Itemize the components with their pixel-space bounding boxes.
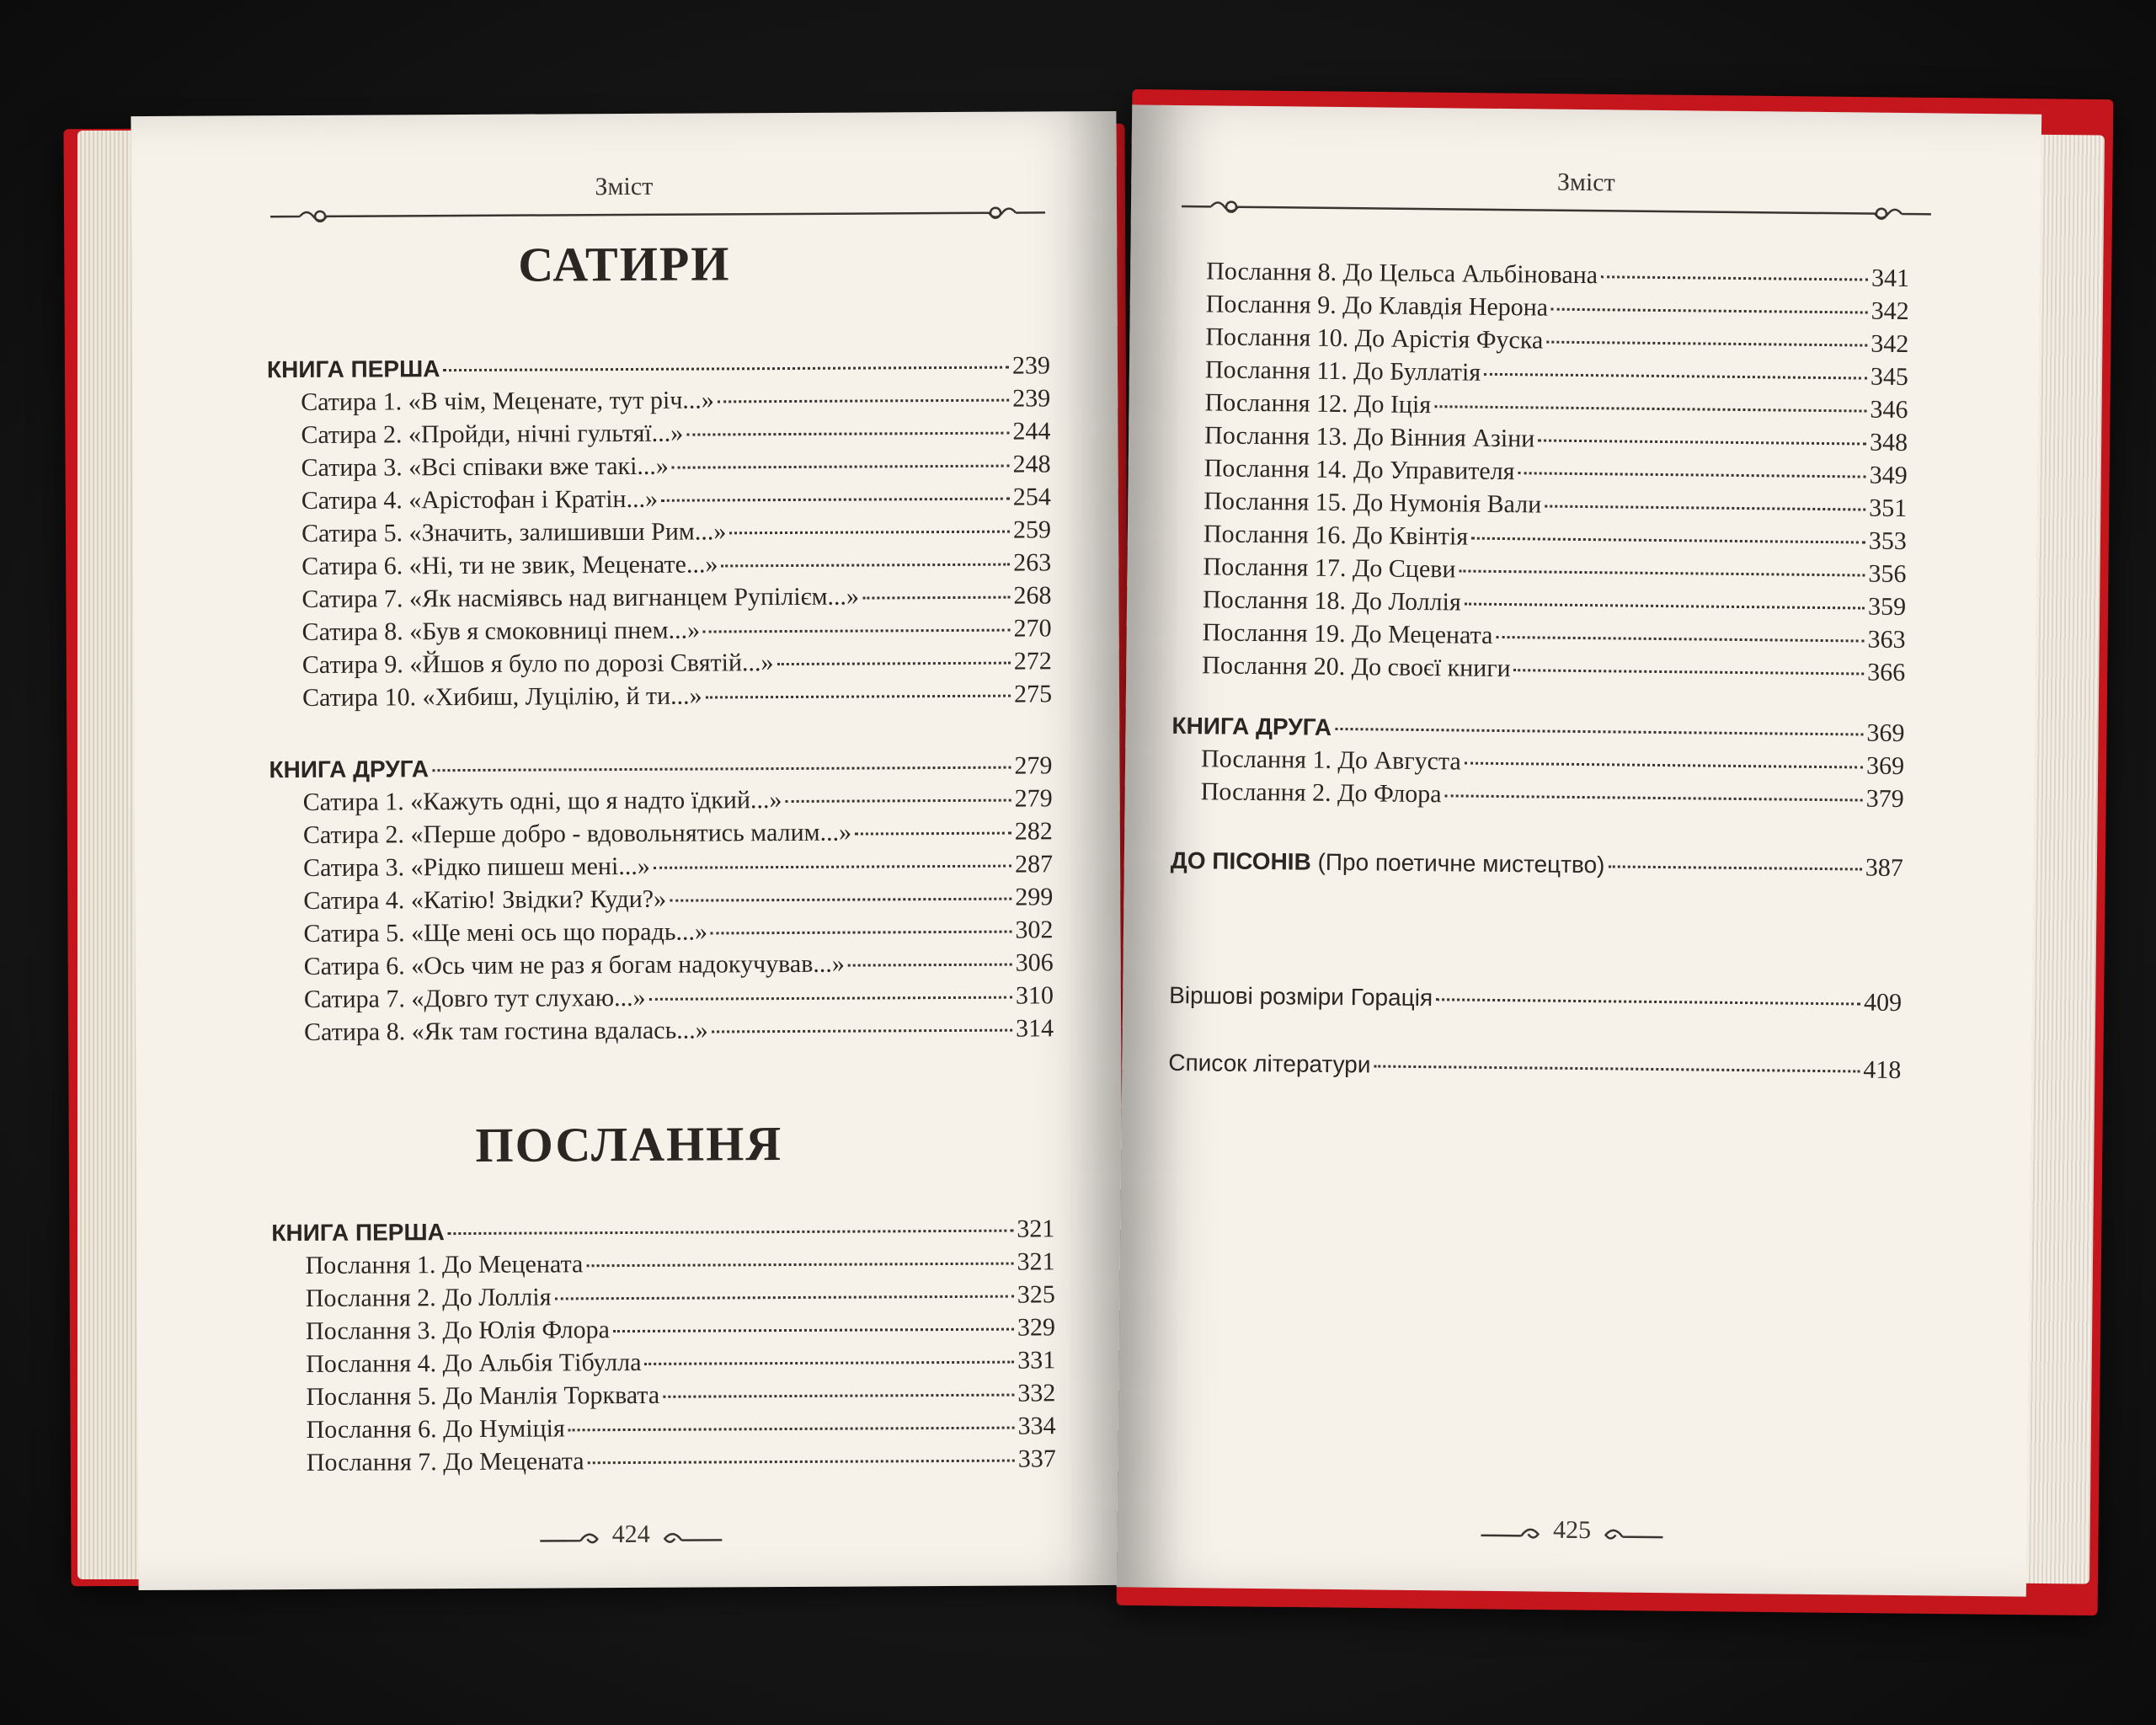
toc-entry: Сатира 1. «Кажуть одні, що я надто їдкий...» 279	[302, 784, 1053, 817]
toc-entry: Послання 1. До Августа 369	[1200, 745, 1905, 781]
toc-entry: Послання 15. До Нумонія Вали 351	[1203, 487, 1908, 523]
toc-section-heading: КНИГА ДРУГА 279	[269, 751, 1053, 783]
toc-entry: Послання 1. До Мецената 321	[305, 1247, 1055, 1280]
toc-entry: Сатира 6. «Ні, ти не звик, Меценате...» 263	[302, 548, 1052, 581]
toc-entry: Сатира 7. «Як насміявсь над вигнанцем Рупілієм...» 268	[302, 581, 1052, 614]
toc-entry: Послання 2. До Лоллія 325	[305, 1280, 1055, 1313]
toc-entry: Сатира 7. «Довго тут слухаю...» 310	[303, 981, 1054, 1014]
toc-entry: Сатира 8. «Як там гостина вдалась...» 314	[304, 1014, 1054, 1047]
toc-entry: Сатира 3. «Всі співаки вже такі...» 248	[301, 450, 1051, 483]
toc-entry: Послання 11. До Буллатія 345	[1204, 355, 1909, 392]
toc-entry: Послання 16. До Квінтія 353	[1203, 520, 1908, 556]
folio-ornament-icon	[1597, 1521, 1664, 1544]
toc-entry: Послання 2. До Флора 379	[1200, 777, 1904, 814]
toc-entry: Послання 19. До Мецената 363	[1202, 618, 1906, 654]
heading-epistles: ПОСЛАННЯ	[475, 1116, 783, 1172]
toc-entry: Послання 9. До Клавдія Нерона 342	[1205, 290, 1909, 326]
toc-section-heading: КНИГА ПЕРША 321	[271, 1215, 1055, 1247]
header-ornament-icon	[266, 200, 1049, 229]
page-number-right	[1117, 1511, 2026, 1549]
left-page	[131, 111, 1123, 1590]
toc-entry: Послання 14. До Управителя 349	[1203, 454, 1908, 490]
page-number-left	[138, 1518, 1123, 1551]
toc-entry: Сатира 8. «Був я смоковниці пнем...» 270	[302, 614, 1052, 647]
toc-entry: Послання 3. До Юлія Флора 329	[305, 1313, 1056, 1346]
toc-entry: Сатира 9. «Йшов я було по дорозі Святій...» 272	[302, 647, 1052, 680]
toc-entry: Послання 5. До Манлія Торквата 332	[306, 1379, 1056, 1412]
running-head: Зміст	[595, 172, 654, 201]
toc-entry: Послання 7. До Мецената 337	[306, 1445, 1056, 1477]
toc-entry: Послання 17. До Сцеви 356	[1203, 553, 1907, 589]
toc-section-heading: КНИГА ПЕРША 239	[266, 351, 1051, 383]
toc-entry: Послання 10. До Арістія Фуска 342	[1205, 323, 1909, 359]
right-page	[1117, 104, 2041, 1596]
toc-entry-pisones: ДО ПІСОНІВ (Про поетичне мистецтво) 387	[1170, 846, 1903, 883]
toc-entry: Сатира 1. «В чім, Меценате, тут річ...» 239	[301, 384, 1051, 417]
toc-entry: Сатира 2. «Пройди, нічні гультяї...» 244	[301, 417, 1051, 450]
folio-number: 425	[1552, 1515, 1592, 1545]
running-head: Зміст	[1556, 168, 1615, 197]
toc-entry: Сатира 4. «Арістофан і Кратін...» 254	[301, 483, 1051, 515]
folio-number: 424	[611, 1519, 650, 1549]
toc-entry: Сатира 5. «Ще мені ось що порадь...» 302	[303, 916, 1054, 948]
toc-entry: Сатира 5. «Значить, залишивши Рим...» 259	[301, 515, 1052, 548]
folio-ornament-icon	[1479, 1520, 1546, 1543]
folio-ornament-icon	[656, 1525, 723, 1547]
toc-section-heading: КНИГА ДРУГА 369	[1171, 712, 1905, 748]
toc-entry: Сатира 4. «Катію! Звідки? Куди?» 299	[303, 883, 1054, 916]
toc-entry: Сатира 3. «Рідко пишеш мені...» 287	[303, 850, 1054, 883]
toc-entry: Віршові розміри Горація 409	[1169, 981, 1903, 1017]
toc-entry: Сатира 10. «Хибиш, Луцілію, й ти...» 275	[302, 680, 1053, 713]
toc-entry: Послання 8. До Цельса Альбінована 341	[1206, 257, 1910, 293]
toc-entry: Послання 4. До Альбія Тібулла 331	[306, 1346, 1056, 1379]
toc-entry: Послання 13. До Вінния Азіни 348	[1203, 421, 1908, 457]
toc-entry: Список літератури 418	[1168, 1049, 1902, 1085]
toc-entry: Послання 12. До Іція 346	[1204, 388, 1908, 425]
toc-entry: Сатира 2. «Перше добро - вдовольнятись малим...» 282	[302, 817, 1053, 850]
toc-entry: Послання 6. До Нуміція 334	[306, 1412, 1056, 1445]
heading-satires: САТИРИ	[518, 236, 731, 292]
toc-entry: Сатира 6. «Ось чим не раз я богам надокучував...» 306	[303, 948, 1054, 981]
toc-entry: Послання 20. До своєї книги 366	[1202, 651, 1906, 687]
toc-entry: Послання 18. До Лоллія 359	[1202, 585, 1907, 622]
folio-ornament-icon	[538, 1525, 606, 1547]
